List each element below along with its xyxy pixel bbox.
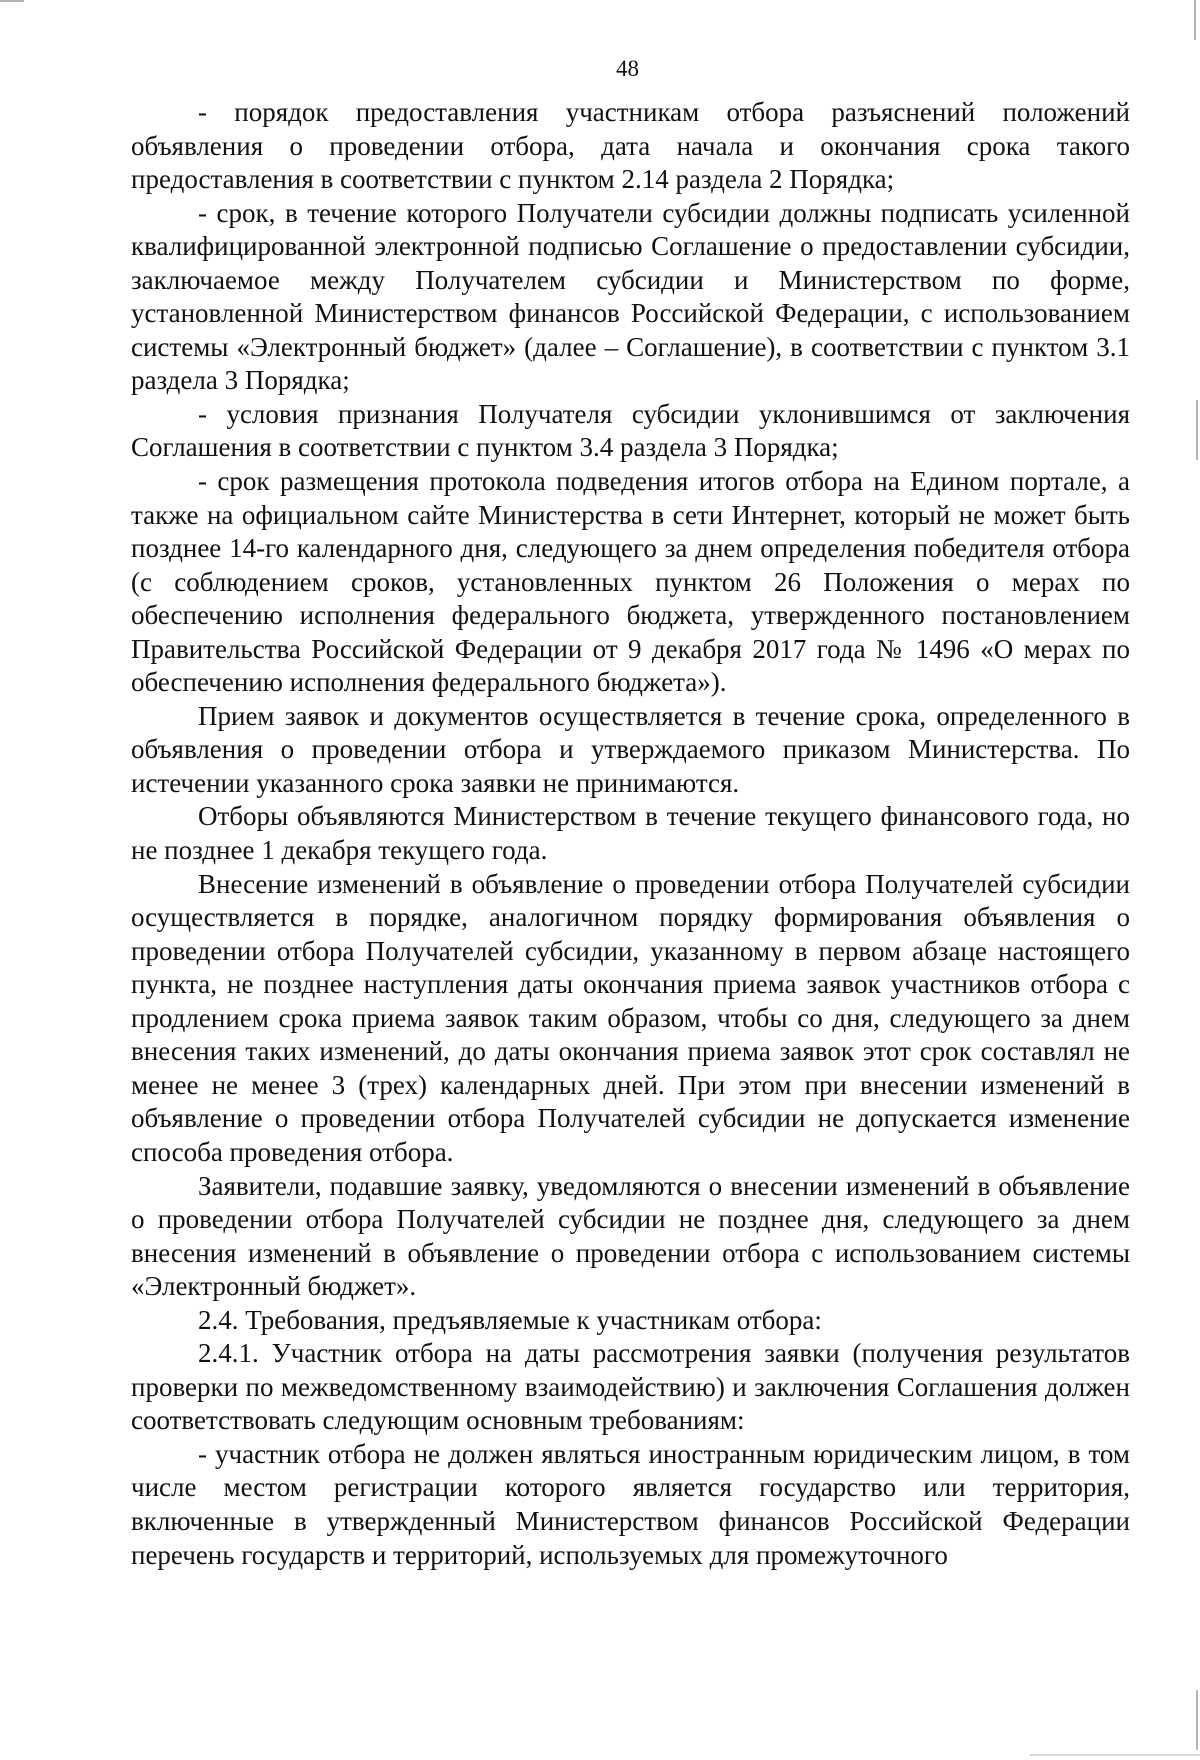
section-heading-2-4: 2.4. Требования, предъявляемые к участникам отбора: — [198, 1304, 822, 1335]
paragraph-agreement-signing-term: - срок, в течение которого Получатели субсидии должны подписать усиленной квалифицированной электронной подписью Соглашение о предоставлении субсидии, заключаемое между Получателем субсидии и Министерством по форме, установленной Министерством финансов Российской Федерации, с использованием системы «Электронный бюджет» (далее – Соглашение), в соответствии с пунктом 3.1 раздела 3 Порядка; — [131, 197, 1130, 396]
paragraph-2-4-1: 2.4.1. Участник отбора на даты рассмотрения заявки (получения результатов проверки по межведомственному взаимодействию) и заключения Соглашения должен соответствовать следующим основным требованиям: — [131, 1338, 1130, 1436]
scan-edge-mark-right-mid — [1196, 400, 1198, 460]
paragraph-evasion-conditions: - условия признания Получателя субсидии уклонившимся от заключения Соглашения в соответствии с пунктом 3.4 раздела 3 Порядка; — [131, 398, 1130, 463]
scan-edge-mark-right-lower — [1196, 1690, 1198, 1750]
paragraph-application-acceptance: Прием заявок и документов осуществляется в течение срока, определенного в объявления о проведении отбора и утверждаемого приказом Министерства. По истечении указанного срока заявки не принимаются. — [131, 700, 1130, 798]
document-body — [131, 96, 1130, 1572]
paragraph-protocol-publication-term: - срок размещения протокола подведения итогов отбора на Едином портале, а также на официальном сайте Министерства в сети Интернет, который не может быть позднее 14-го календарного дня, следующего за днем определения победителя отбора (с соблюдением сроков, установленных пунктом 26 Положения о мерах по обеспечению исполнения федерального бюджета, утвержденного постановлением Правительства Российской Федерации от 9 декабря 2017 года № 1496 «О мерах по обеспечению исполнения федерального бюджета»). — [131, 466, 1130, 698]
paragraph-selection-announcement: Отборы объявляются Министерством в течение текущего финансового года, но не позднее 1 декабря текущего года. — [131, 801, 1130, 866]
paragraph-announcement-changes: Внесение изменений в объявление о проведении отбора Получателей субсидии осуществляется в порядке, аналогичном порядку формирования объявления о проведении отбора Получателей субсидии, указанному в первом абзаце настоящего пункта, не позднее наступления даты окончания приема заявок участников отбора с продлением срока приема заявок таким образом, чтобы со дня, следующего за днем внесения таких изменений, до даты окончания приема заявок этот срок составлял не менее не менее 3 (трех) календарных дней. При этом при внесении изменений в объявление о проведении отбора Получателей субсидии не допускается изменение способа проведения отбора. — [131, 868, 1130, 1167]
paragraph-foreign-entity-requirement: - участник отбора не должен являться иностранным юридическим лицом, в том числе местом регистрации которого является государство или территория, включенные в утвержденный Министерством финансов Российской Федерации перечень государств и территорий, используемых для промежуточного — [131, 1438, 1130, 1570]
scan-edge-mark-right-upper — [1194, 0, 1196, 40]
paragraph-clarification-procedure: - порядок предоставления участникам отбора разъяснений положений объявления о проведении отбора, дата начала и окончания срока такого предоставления в соответствии с пунктом 2.14 раздела 2 Порядка; — [131, 97, 1130, 195]
page-number: 48 — [616, 56, 639, 81]
scan-edge-mark-top-left — [0, 0, 24, 2]
paragraph-applicant-notification: Заявители, подавшие заявку, уведомляются о внесении изменений в объявление о проведении отбора Получателей субсидии не позднее дня, следующего за днем внесения изменений в объявление о проведении отбора с использованием системы «Электронный бюджет». — [131, 1170, 1130, 1302]
scan-edge-mark-bottom-right — [1030, 1754, 1200, 1756]
